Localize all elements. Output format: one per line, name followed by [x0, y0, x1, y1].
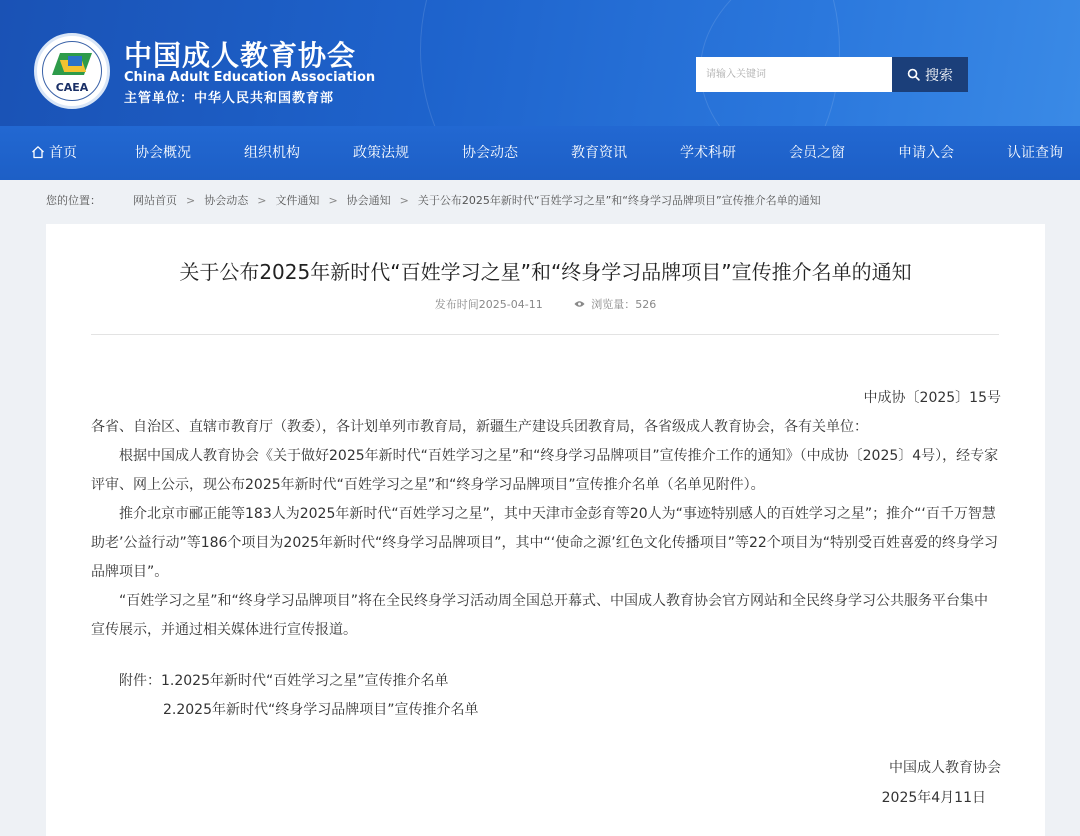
- chevron-right-icon: >: [186, 193, 196, 207]
- search-input[interactable]: [696, 57, 892, 92]
- chevron-right-icon: >: [257, 193, 267, 207]
- eye-icon: [574, 300, 585, 308]
- title-divider: [91, 334, 999, 335]
- breadcrumb-link[interactable]: 协会动态: [204, 194, 249, 207]
- site-name-cn: 中国成人教育协会: [124, 39, 357, 72]
- signature: 中国成人教育协会: [889, 760, 1001, 776]
- view-count-text: 浏览量：526: [591, 298, 657, 311]
- nav-item-education-info[interactable]: 教育资讯: [571, 145, 627, 161]
- nav-item-policy[interactable]: 政策法规: [353, 145, 409, 161]
- attachment-link[interactable]: 附件：1.2025年新时代“百姓学习之星”宣传推介名单: [119, 673, 449, 689]
- paragraph: 根据中国成人教育协会《关于做好2025年新时代“百姓学习之星”和“终身学习品牌项目”宣传推介工作的通知》（中成协〔2025〕4号），经专家评审、网上公示，现公布2025年新时代“百姓学习之星”和“终身学习品牌项目”宣传推介名单（名单见附件）。: [91, 448, 999, 493]
- logo-mark: [68, 56, 82, 66]
- supervisor-text: 主管单位：中华人民共和国教育部: [124, 91, 335, 106]
- logo-abbr: CAEA: [55, 81, 89, 94]
- chevron-right-icon: >: [328, 193, 338, 207]
- nav-item-join[interactable]: 申请入会: [898, 145, 954, 161]
- nav-item-verify[interactable]: 认证查询: [1007, 145, 1063, 161]
- paragraph: 推介北京市郦正能等183人为2025年新时代“百姓学习之星”，其中天津市金彭育等20人为“事迹特别感人的百姓学习之星”；推介“‘百千万智慧助老’公益行动”等186个项目为2025年新时代“终身学习品牌项目”，其中“‘使命之源’红色文化传播项目”等22个项目为“特别受百姓喜爱的终身学习品牌项目”。: [91, 506, 999, 580]
- article-meta: [46, 296, 1045, 312]
- breadcrumb: [46, 192, 821, 208]
- attachment-link[interactable]: 2.2025年新时代“终身学习品牌项目”宣传推介名单: [163, 702, 479, 718]
- article-title: 关于公布2025年新时代“百姓学习之星”和“终身学习品牌项目”宣传推介名单的通知: [179, 260, 912, 284]
- breadcrumb-current[interactable]: 关于公布2025年新时代“百姓学习之星”和“终身学习品牌项目”宣传推介名单的通知: [417, 194, 821, 207]
- main-nav: [0, 126, 1080, 180]
- publish-time: 发布时间2025-04-11: [434, 298, 543, 311]
- breadcrumb-link[interactable]: 协会通知: [346, 194, 391, 207]
- nav-item-home[interactable]: [31, 126, 77, 180]
- search-icon: [907, 68, 920, 81]
- nav-item-about[interactable]: 协会概况: [135, 145, 191, 161]
- nav-item-members[interactable]: 会员之窗: [789, 145, 845, 161]
- nav-item-news[interactable]: 协会动态: [462, 145, 518, 161]
- paragraph: “百姓学习之星”和“终身学习品牌项目”将在全民终身学习活动周全国总开幕式、中国成人教育协会官方网站和全民终身学习公共服务平台集中宣传展示，并通过相关媒体进行宣传报道。: [91, 593, 989, 638]
- view-count: [574, 298, 656, 311]
- site-name-en: China Adult Education Association: [124, 70, 376, 85]
- document-number: 中成协〔2025〕15号: [863, 390, 1001, 406]
- salutation: 各省、自治区、直辖市教育厅（教委），各计划单列市教育局，新疆生产建设兵团教育局，各省级成人教育协会，各有关单位：: [91, 419, 868, 435]
- site-header: [0, 0, 1080, 126]
- association-logo[interactable]: [34, 33, 110, 109]
- nav-item-label: 首页: [49, 145, 77, 161]
- nav-item-organization[interactable]: 组织机构: [244, 145, 300, 161]
- home-icon: [31, 145, 45, 159]
- article-panel: [46, 224, 1045, 836]
- breadcrumb-label: 您的位置：: [46, 194, 101, 207]
- breadcrumb-link[interactable]: 文件通知: [275, 194, 320, 207]
- search-button-label: 搜索: [925, 67, 953, 84]
- nav-item-research[interactable]: 学术科研: [680, 145, 736, 161]
- search-button[interactable]: [892, 57, 968, 92]
- chevron-right-icon: >: [399, 193, 409, 207]
- signature-date: 2025年4月11日: [881, 790, 986, 806]
- breadcrumb-link[interactable]: 网站首页: [133, 194, 177, 207]
